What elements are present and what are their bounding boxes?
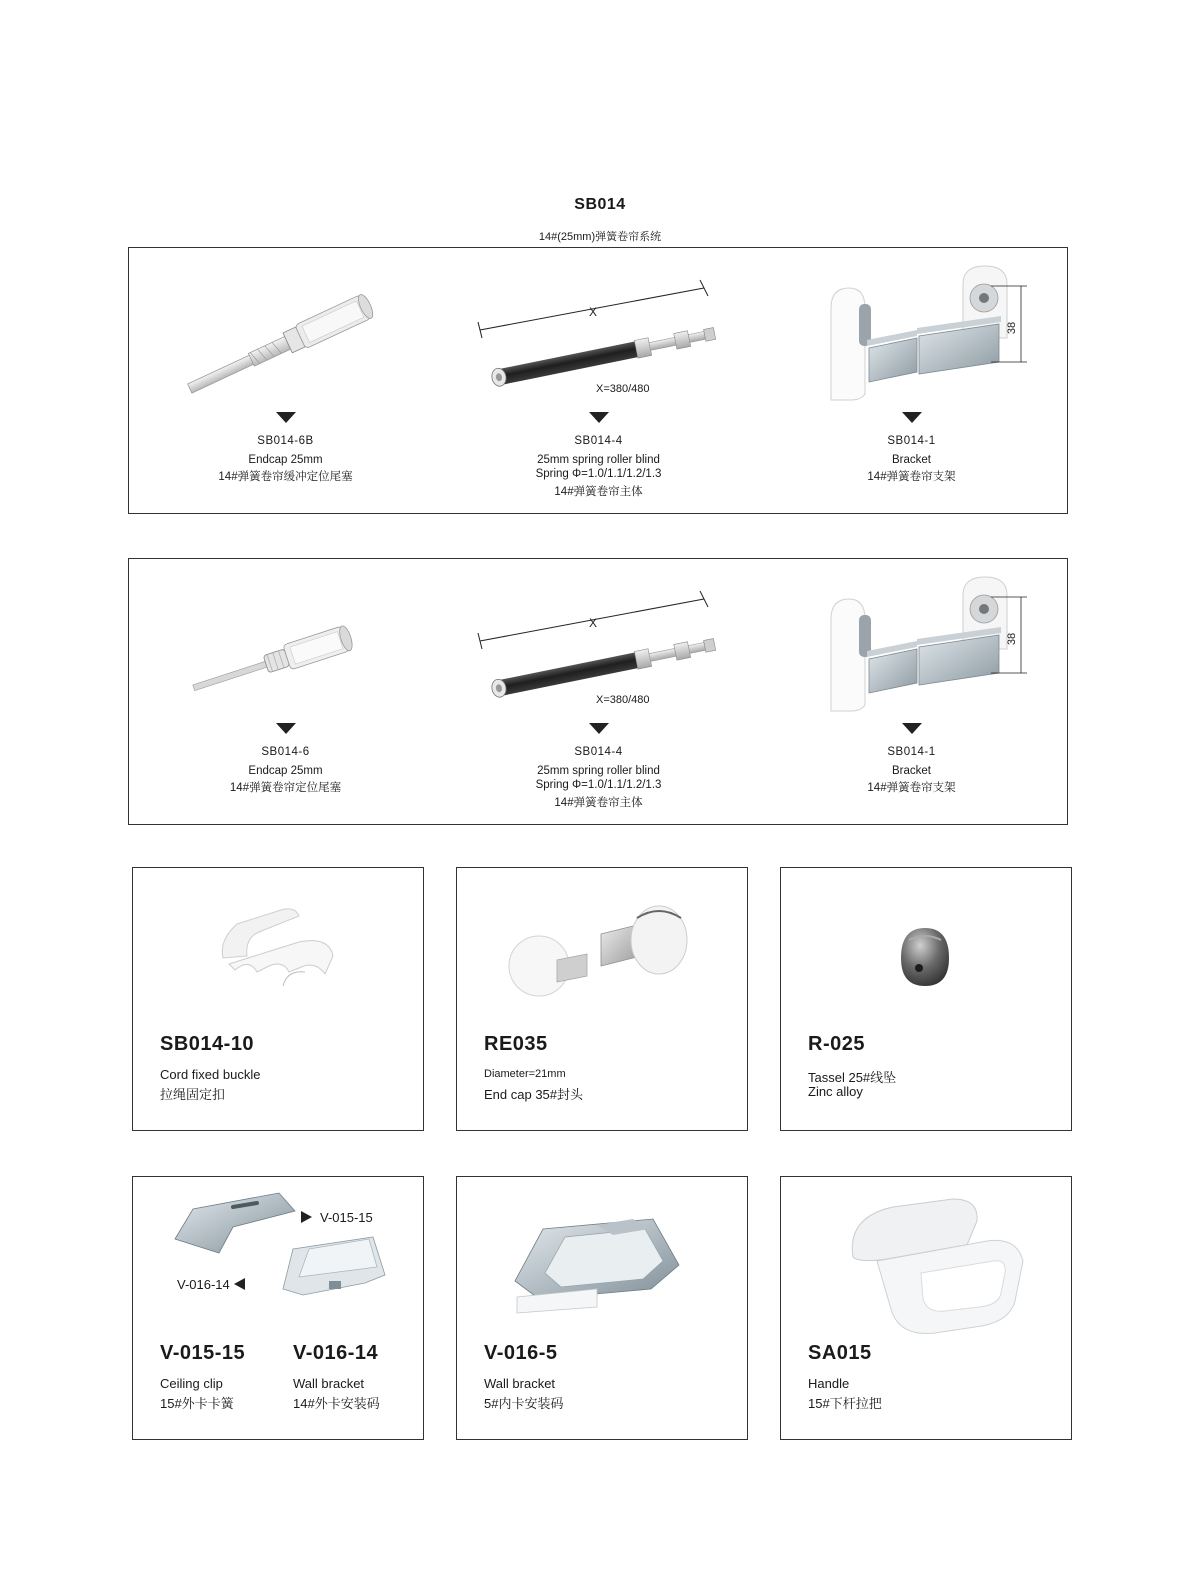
component-endcap-6: [129, 559, 442, 824]
product-code: R-025: [808, 1033, 865, 1055]
component-code: SB014-1: [887, 435, 936, 447]
endcap-6-icon: [129, 569, 442, 719]
product-card-v-016-5: [456, 1176, 748, 1440]
product-code-b: V-016-14: [293, 1342, 379, 1364]
component-spring-tube: [442, 248, 755, 513]
product-code: SA015: [808, 1342, 872, 1364]
component-desc-cn: 14#弹簧卷帘支架: [867, 471, 956, 483]
component-desc: Endcap 25mm: [248, 454, 323, 466]
handle-icon: [781, 1177, 1071, 1337]
component-spec: Spring Φ=1.0/1.1/1.2/1.3: [535, 468, 662, 480]
product-code: RE035: [484, 1033, 548, 1055]
dimension-value: 38: [1006, 632, 1018, 646]
component-code: SB014-4: [574, 435, 623, 447]
arrow-left-icon: [234, 1278, 245, 1290]
component-bracket: [755, 248, 1068, 513]
product-name: Ceiling clip: [160, 1376, 223, 1391]
dimension-note: X=380/480: [596, 383, 650, 395]
dimension-label: X: [588, 616, 598, 630]
component-spring-tube: [442, 559, 755, 824]
product-code: V-015-15: [160, 1342, 246, 1364]
arrow-down-icon: [276, 412, 296, 423]
clip-bracket-icon: [133, 1177, 423, 1337]
dimension-note: X=380/480: [596, 694, 650, 706]
product-card-r-025: [780, 867, 1072, 1131]
endcap-6b-icon: [129, 258, 442, 408]
product-card-sb014-10: [132, 867, 424, 1131]
product-material: Zinc alloy: [808, 1084, 863, 1099]
product-code: SB014-10: [160, 1033, 255, 1055]
product-name-cn: 拉绳固定扣: [160, 1087, 226, 1102]
component-endcap-6b: [129, 248, 442, 513]
dimension-label: X: [588, 305, 598, 319]
component-desc: Bracket: [892, 765, 931, 777]
component-desc: 25mm spring roller blind: [537, 765, 660, 777]
component-code: SB014-6: [261, 746, 310, 758]
product-spec: Diameter=21mm: [484, 1068, 566, 1080]
bracket-icon: [755, 258, 1068, 408]
component-desc: 25mm spring roller blind: [537, 454, 660, 466]
end-cap-icon: [457, 868, 747, 1028]
arrow-down-icon: [276, 723, 296, 734]
product-card-v-015-15-v-016-14: [132, 1176, 424, 1440]
component-desc-cn: 14#弹簧卷帘主体: [554, 486, 643, 498]
component-desc-cn: 14#弹簧卷帘主体: [554, 797, 643, 809]
product-name: Wall bracket: [484, 1376, 556, 1391]
system-panel-1: [128, 247, 1068, 514]
callout-label: V-016-14: [177, 1277, 230, 1292]
system-panel-2: [128, 558, 1068, 825]
product-name-cn: 5#内卡安装码: [484, 1396, 564, 1411]
product-name: Handle: [808, 1376, 850, 1391]
product-name-b: Wall bracket: [293, 1376, 365, 1391]
component-bracket: [755, 559, 1068, 824]
component-desc-cn: 14#弹簧卷帘支架: [867, 782, 956, 794]
product-name: Tassel 25#线坠: [808, 1070, 897, 1085]
page-subtitle: 14#(25mm)弹簧卷帘系统: [538, 231, 662, 243]
product-name-cn: 15#下杆拉把: [808, 1396, 882, 1411]
dimension-value: 38: [1006, 321, 1018, 335]
product-name-cn: 15#外卡卡簧: [160, 1396, 234, 1411]
component-code: SB014-1: [887, 746, 936, 758]
product-card-sa015: [780, 1176, 1072, 1440]
component-desc-cn: 14#弹簧卷帘缓冲定位尾塞: [218, 471, 353, 483]
component-code: SB014-4: [574, 746, 623, 758]
callout-v-016-14: [177, 1277, 245, 1292]
tassel-icon: [781, 868, 1071, 1028]
cord-buckle-icon: [133, 868, 423, 1028]
arrow-down-icon: [902, 412, 922, 423]
component-spec: Spring Φ=1.0/1.1/1.2/1.3: [535, 779, 662, 791]
product-name: End cap 35#封头: [484, 1087, 584, 1102]
arrow-down-icon: [902, 723, 922, 734]
wall-bracket-icon: [457, 1177, 747, 1337]
component-desc: Bracket: [892, 454, 931, 466]
arrow-down-icon: [589, 412, 609, 423]
component-code: SB014-6B: [257, 435, 314, 447]
product-code: V-016-5: [484, 1342, 558, 1364]
bracket-icon: [755, 569, 1068, 719]
component-desc-cn: 14#弹簧卷帘定位尾塞: [229, 782, 342, 794]
product-name-cn-b: 14#外卡安装码: [293, 1396, 380, 1411]
arrow-down-icon: [589, 723, 609, 734]
arrow-right-icon: [301, 1211, 312, 1223]
product-card-re035: [456, 867, 748, 1131]
page-title: SB014: [574, 196, 626, 213]
product-name: Cord fixed buckle: [160, 1067, 261, 1082]
component-desc: Endcap 25mm: [248, 765, 323, 777]
callout-v-015-15: [301, 1210, 373, 1225]
callout-label: V-015-15: [320, 1210, 373, 1225]
